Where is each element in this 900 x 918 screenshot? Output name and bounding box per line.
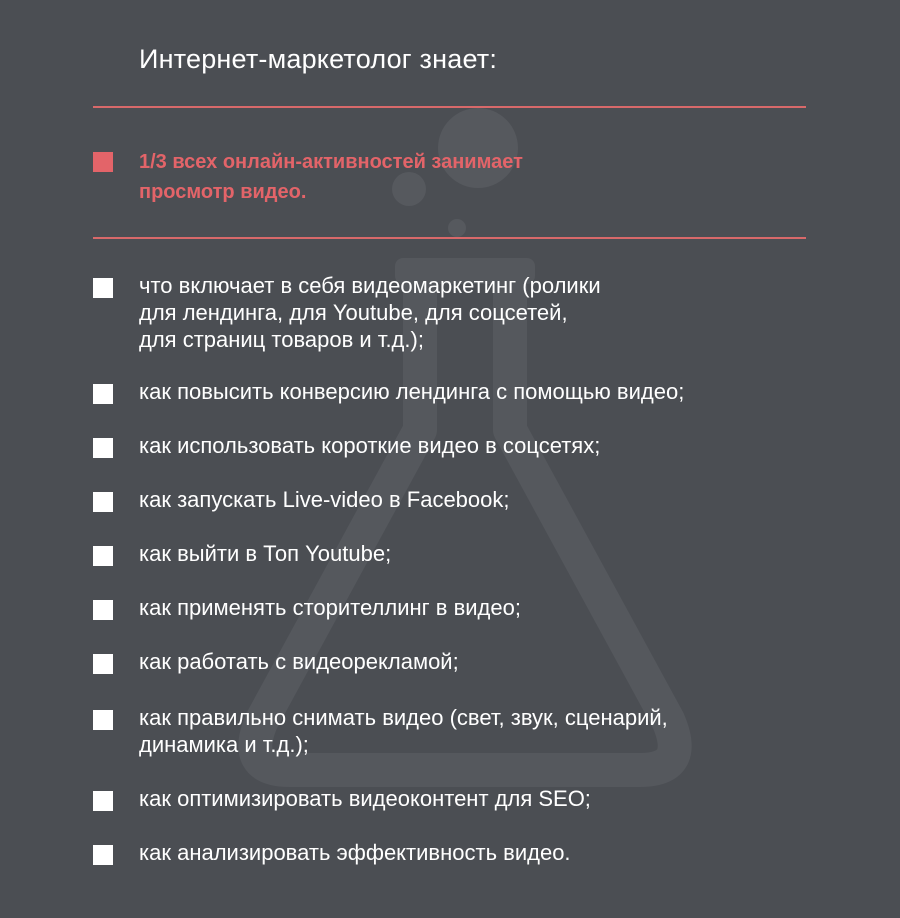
- checkbox-square-icon: [93, 438, 113, 458]
- checkbox-square-icon: [93, 710, 113, 730]
- divider-top: [93, 106, 806, 108]
- checkbox-square-icon: [93, 845, 113, 865]
- list-item-label: как повысить конверсию лендинга с помощью видео;: [139, 379, 685, 404]
- highlight-text: 1/3 всех онлайн-активностей занимает просмотр видео.: [139, 151, 523, 203]
- list-item-label: как правильно снимать видео (свет, звук, сценарий, динамика и т.д.);: [139, 705, 668, 757]
- list-item-label: что включает в себя видеомаркетинг (ролики для лендинга, для Youtube, для соцсетей, для страниц товаров и т.д.);: [139, 273, 601, 352]
- list-item-label: как запускать Live-video в Facebook;: [139, 487, 510, 512]
- checkbox-square-icon: [93, 791, 113, 811]
- checkbox-square-icon: [93, 600, 113, 620]
- checkbox-square-icon: [93, 384, 113, 404]
- list-item-label: как анализировать эффективность видео.: [139, 840, 571, 865]
- page-title: Интернет-маркетолог знает:: [139, 44, 498, 74]
- list-item-label: как применять сторителлинг в видео;: [139, 595, 521, 620]
- list-item-label: как выйти в Топ Youtube;: [139, 541, 392, 566]
- checkbox-square-icon: [93, 546, 113, 566]
- checkbox-square-icon: [93, 492, 113, 512]
- square-marker-icon: [93, 152, 113, 172]
- checkbox-square-icon: [93, 278, 113, 298]
- list-item-label: как работать с видеорекламой;: [139, 649, 459, 674]
- checkbox-square-icon: [93, 654, 113, 674]
- divider-bottom: [93, 237, 806, 239]
- list-item-label: как использовать короткие видео в соцсетях;: [139, 433, 601, 458]
- list-item-label: как оптимизировать видеоконтент для SEO;: [139, 786, 591, 811]
